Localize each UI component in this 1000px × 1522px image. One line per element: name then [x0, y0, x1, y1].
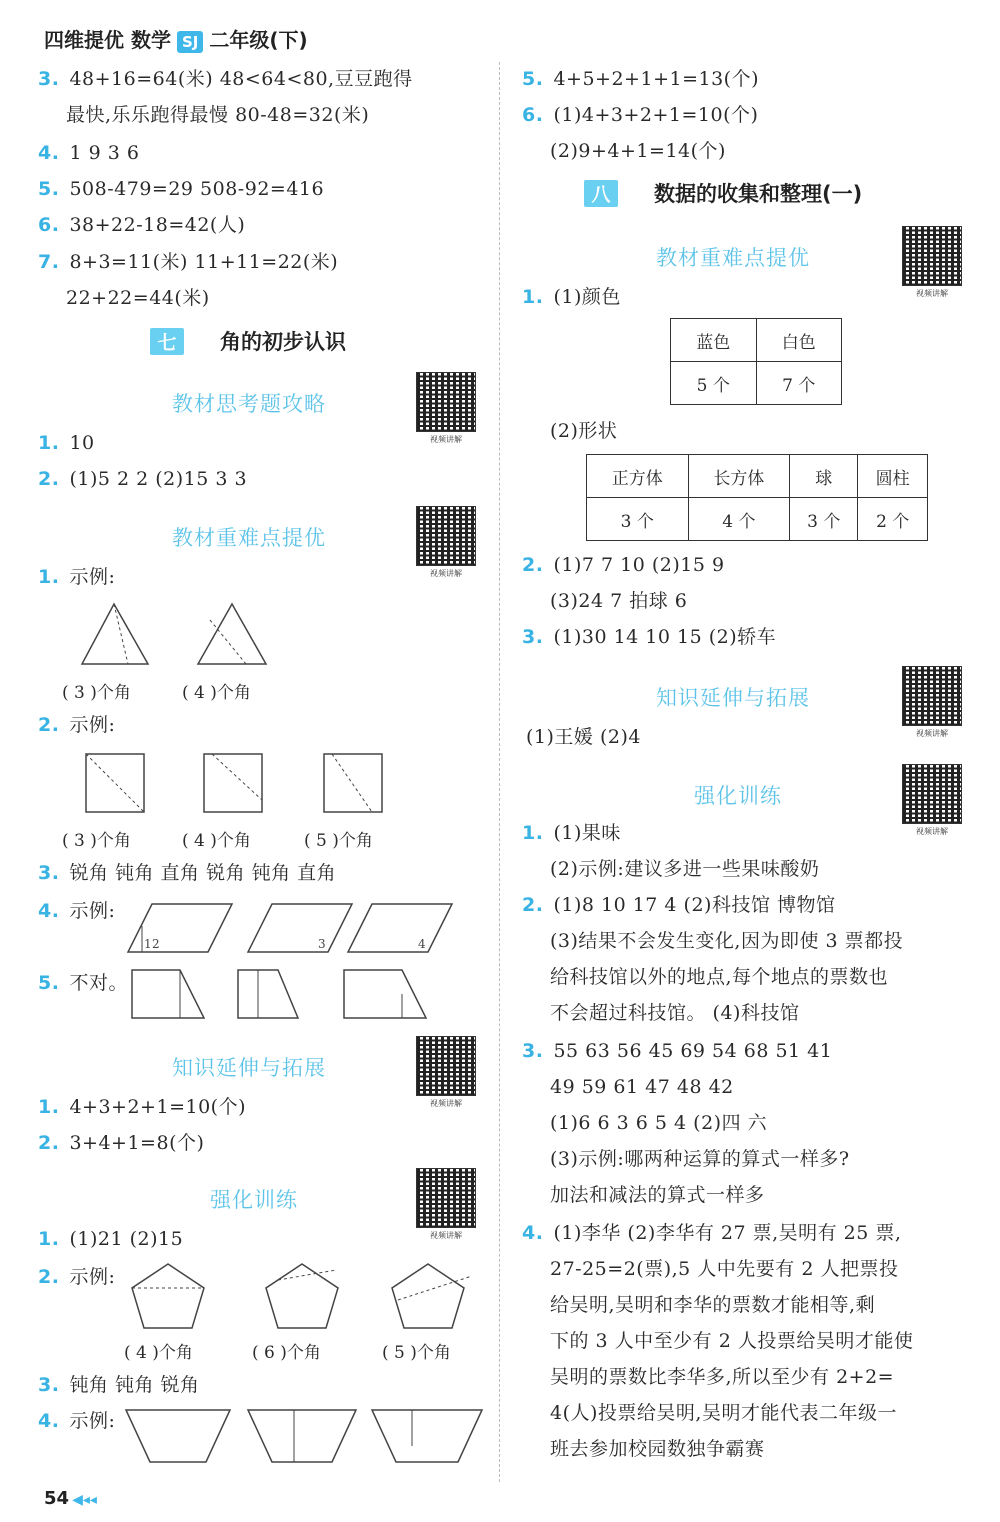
question-number: 3. — [38, 68, 60, 90]
edition-badge: SJ — [177, 31, 203, 53]
question-number: 3. — [522, 1040, 544, 1062]
table-cell: 2 个 — [858, 498, 928, 541]
answer-text: 55 63 56 45 69 54 68 51 41 — [553, 1040, 833, 1062]
table-row — [671, 362, 842, 405]
qr-caption: 视频讲解 — [916, 729, 948, 738]
table-cell: 3 个 — [587, 498, 689, 541]
answer-text: 示例: — [69, 1410, 116, 1432]
trapezoid-cut-figure — [122, 1406, 492, 1466]
answer-text: 示例: — [69, 566, 116, 588]
table-header-cell: 正方体 — [587, 455, 689, 498]
table-row — [587, 455, 928, 498]
answer-line: (3)结果不会发生变化,因为即使 3 票都投 — [550, 930, 904, 952]
question-number: 4. — [38, 1410, 60, 1432]
angle-count: ( 6 )个角 — [252, 1343, 321, 1363]
answer-line: (2)示例:建议多进一些果味酸奶 — [550, 858, 820, 880]
question-number: 2. — [522, 554, 544, 576]
answer-line: 49 59 61 47 48 42 — [550, 1076, 734, 1098]
angle-label: 3 — [318, 937, 326, 951]
answer-text: (1)4+3+2+1=10(个) — [553, 104, 759, 126]
answer-line — [38, 1408, 115, 1434]
answer-text: 示例: — [69, 714, 116, 736]
answer-line: 加法和减法的算式一样多 — [550, 1184, 765, 1206]
right-column — [522, 60, 992, 1500]
answer-line — [38, 66, 413, 92]
question-number: 6. — [38, 214, 60, 236]
book-grade: 二年级(下) — [209, 28, 308, 52]
answer-line — [38, 712, 115, 738]
question-number: 3. — [38, 1374, 60, 1396]
question-number: 3. — [38, 862, 60, 884]
answer-text: (1)7 7 10 (2)15 9 — [553, 554, 725, 576]
answer-line — [38, 212, 245, 238]
answer-text: 508-479=29 508-92=416 — [69, 178, 325, 200]
answer-line — [38, 970, 128, 996]
qr-code-icon — [416, 1168, 476, 1228]
question-number: 2. — [38, 714, 60, 736]
question-number: 2. — [38, 468, 60, 490]
qr-code[interactable] — [902, 226, 962, 302]
question-number: 1. — [38, 432, 60, 454]
section-heading: 强化训练 — [210, 1188, 298, 1212]
question-number: 1. — [522, 822, 544, 844]
qr-caption: 视频讲解 — [430, 435, 462, 444]
page-number-text: 54 — [44, 1488, 70, 1509]
table-header-cell: 球 — [790, 455, 858, 498]
table-header-cell: 白色 — [756, 319, 842, 362]
answer-line: 给吴明,吴明和李华的票数才能相等,剩 — [550, 1294, 876, 1316]
answer-text: (1)21 (2)15 — [69, 1228, 184, 1250]
qr-code[interactable] — [416, 506, 476, 582]
answer-line: 不会超过科技馆。 (4)科技馆 — [550, 1002, 800, 1024]
table-cell: 5 个 — [671, 362, 757, 405]
pentagon-figure — [128, 1260, 478, 1332]
qr-code[interactable] — [902, 666, 962, 742]
answer-text: 示例: — [69, 900, 116, 922]
qr-caption: 视频讲解 — [430, 1099, 462, 1108]
qr-code-icon — [902, 226, 962, 286]
section-heading: 强化训练 — [694, 784, 782, 808]
question-number: 4. — [38, 142, 60, 164]
answer-text: (1)颜色 — [553, 286, 621, 308]
angle-count: ( 3 )个角 — [62, 831, 131, 851]
table-row — [587, 498, 928, 541]
qr-code-icon — [416, 1036, 476, 1096]
angle-count: ( 3 )个角 — [62, 683, 131, 703]
question-number: 2. — [522, 894, 544, 916]
qr-code-icon — [416, 372, 476, 432]
answer-line — [38, 1372, 200, 1398]
answer-line — [522, 284, 621, 310]
answer-line — [522, 102, 758, 128]
arrow-left-icon: ◀◂◂ — [72, 1492, 97, 1508]
unit-badge: 八 — [584, 180, 618, 207]
answer-line — [522, 1220, 901, 1246]
section-heading: 知识延伸与拓展 — [656, 686, 810, 710]
table-header-cell: 圆柱 — [858, 455, 928, 498]
angle-count: ( 4 )个角 — [124, 1343, 193, 1363]
book-title-main: 四维提优 数学 — [44, 28, 171, 52]
question-number: 2. — [38, 1132, 60, 1154]
answer-text: 钝角 钝角 锐角 — [69, 1374, 200, 1396]
book-title — [44, 24, 308, 53]
parallelogram-figure — [122, 898, 462, 958]
left-column — [38, 60, 508, 1500]
unit-title — [150, 326, 346, 356]
answer-line: 27-25=2(票),5 人中先要有 2 人把票投 — [550, 1258, 899, 1280]
qr-caption: 视频讲解 — [916, 289, 948, 298]
angle-count: ( 5 )个角 — [382, 1343, 451, 1363]
qr-caption: 视频讲解 — [430, 1231, 462, 1240]
angle-count: ( 5 )个角 — [304, 831, 373, 851]
angle-count: ( 4 )个角 — [182, 683, 251, 703]
answer-text: 10 — [69, 432, 95, 454]
answer-text: (1)30 14 10 15 (2)轿车 — [553, 626, 777, 648]
qr-code[interactable] — [902, 764, 962, 840]
qr-code[interactable] — [416, 1168, 476, 1244]
angle-label: 2 — [152, 937, 160, 951]
answer-text: 1 9 3 6 — [69, 142, 140, 164]
answer-line — [38, 860, 336, 886]
angle-label: 1 — [144, 937, 152, 951]
unit-title-text: 数据的收集和整理(一) — [654, 182, 863, 206]
answer-line — [522, 624, 776, 650]
answer-line — [522, 66, 759, 92]
question-number: 6. — [522, 104, 544, 126]
answer-line — [522, 892, 836, 918]
shape-table — [586, 454, 928, 541]
answer-text: 48+16=64(米) 48<64<80,豆豆跑得 — [69, 68, 413, 90]
qr-caption: 视频讲解 — [916, 827, 948, 836]
square-figure — [82, 750, 392, 816]
table-header-cell: 长方体 — [688, 455, 790, 498]
answer-text: 8+3=11(米) 11+11=22(米) — [69, 251, 339, 273]
qr-code-icon — [902, 666, 962, 726]
answer-line: 22+22=44(米) — [66, 287, 210, 309]
answer-line — [38, 1130, 204, 1156]
answer-line: 给科技馆以外的地点,每个地点的票数也 — [550, 966, 889, 988]
answer-text: 4+3+2+1=10(个) — [69, 1096, 246, 1118]
answer-text: 锐角 钝角 直角 锐角 钝角 直角 — [69, 862, 337, 884]
answer-text: 示例: — [69, 1266, 116, 1288]
question-number: 5. — [522, 68, 544, 90]
question-number: 4. — [38, 900, 60, 922]
trapezoid-figure — [128, 966, 438, 1022]
answer-text: (1)果味 — [553, 822, 621, 844]
answer-line: (3)示例:哪两种运算的算式一样多? — [550, 1148, 850, 1170]
section-heading: 教材重难点提优 — [172, 526, 326, 550]
qr-caption: 视频讲解 — [430, 569, 462, 578]
answer-line: 4(人)投票给吴明,吴明才能代表二年级一 — [550, 1402, 897, 1424]
question-number: 1. — [522, 286, 544, 308]
answer-line: 吴明的票数比李华多,所以至少有 2+2= — [550, 1366, 895, 1388]
section-heading: 教材重难点提优 — [656, 246, 810, 270]
answer-line — [38, 249, 338, 275]
answer-line — [38, 1264, 115, 1290]
answer-line: (1)王媛 (2)4 — [526, 726, 641, 748]
answer-line — [38, 430, 95, 456]
answer-text: 38+22-18=42(人) — [69, 214, 246, 236]
question-number: 5. — [38, 178, 60, 200]
answer-line — [38, 1094, 246, 1120]
answer-line: 班去参加校园数独争霸赛 — [550, 1438, 765, 1460]
page-header — [0, 20, 1000, 56]
angle-count: ( 4 )个角 — [182, 831, 251, 851]
question-number: 1. — [38, 1096, 60, 1118]
section-heading: 知识延伸与拓展 — [172, 1056, 326, 1080]
page-number — [44, 1488, 97, 1509]
question-number: 1. — [38, 566, 60, 588]
answer-text: 不对。 — [69, 972, 128, 994]
qr-code-icon — [416, 506, 476, 566]
question-number: 3. — [522, 626, 544, 648]
question-number: 7. — [38, 251, 60, 273]
answer-line — [38, 1226, 183, 1252]
answer-line — [38, 898, 115, 924]
answer-line: 下的 3 人中至少有 2 人投票给吴明才能使 — [550, 1330, 914, 1352]
unit-badge: 七 — [150, 328, 184, 355]
question-number: 1. — [38, 1228, 60, 1250]
color-table — [670, 318, 842, 405]
triangle-figure — [78, 600, 278, 670]
answer-line — [38, 466, 247, 492]
answer-line — [522, 820, 621, 846]
answer-line — [38, 176, 324, 202]
question-number: 4. — [522, 1222, 544, 1244]
qr-code[interactable] — [416, 1036, 476, 1112]
answer-text: (1)8 10 17 4 (2)科技馆 博物馆 — [553, 894, 836, 916]
section-heading: 教材思考题攻略 — [172, 392, 326, 416]
answer-line: 最快,乐乐跑得最慢 80-48=32(米) — [66, 104, 370, 126]
answer-line — [522, 552, 725, 578]
qr-code[interactable] — [416, 372, 476, 448]
answer-line — [38, 564, 115, 590]
angle-label: 4 — [418, 937, 426, 951]
answer-line: (3)24 7 拍球 6 — [550, 590, 688, 612]
table-header-cell: 蓝色 — [671, 319, 757, 362]
unit-title-text: 角的初步认识 — [220, 330, 346, 354]
table-cell: 3 个 — [790, 498, 858, 541]
answer-line: (2)9+4+1=14(个) — [550, 140, 726, 162]
answer-line: (2)形状 — [550, 420, 618, 442]
answer-text: 3+4+1=8(个) — [69, 1132, 205, 1154]
answer-text: (1)李华 (2)李华有 27 票,吴明有 25 票, — [553, 1222, 902, 1244]
unit-title — [584, 178, 862, 208]
table-cell: 4 个 — [688, 498, 790, 541]
question-number: 5. — [38, 972, 60, 994]
answer-line — [38, 140, 139, 166]
answer-text: (1)5 2 2 (2)15 3 3 — [69, 468, 248, 490]
answer-line: (1)6 6 3 6 5 4 (2)四 六 — [550, 1112, 768, 1134]
qr-code-icon — [902, 764, 962, 824]
answer-text: 4+5+2+1+1=13(个) — [553, 68, 759, 90]
table-cell: 7 个 — [756, 362, 842, 405]
answer-line — [522, 1038, 832, 1064]
question-number: 2. — [38, 1266, 60, 1288]
table-row — [671, 319, 842, 362]
